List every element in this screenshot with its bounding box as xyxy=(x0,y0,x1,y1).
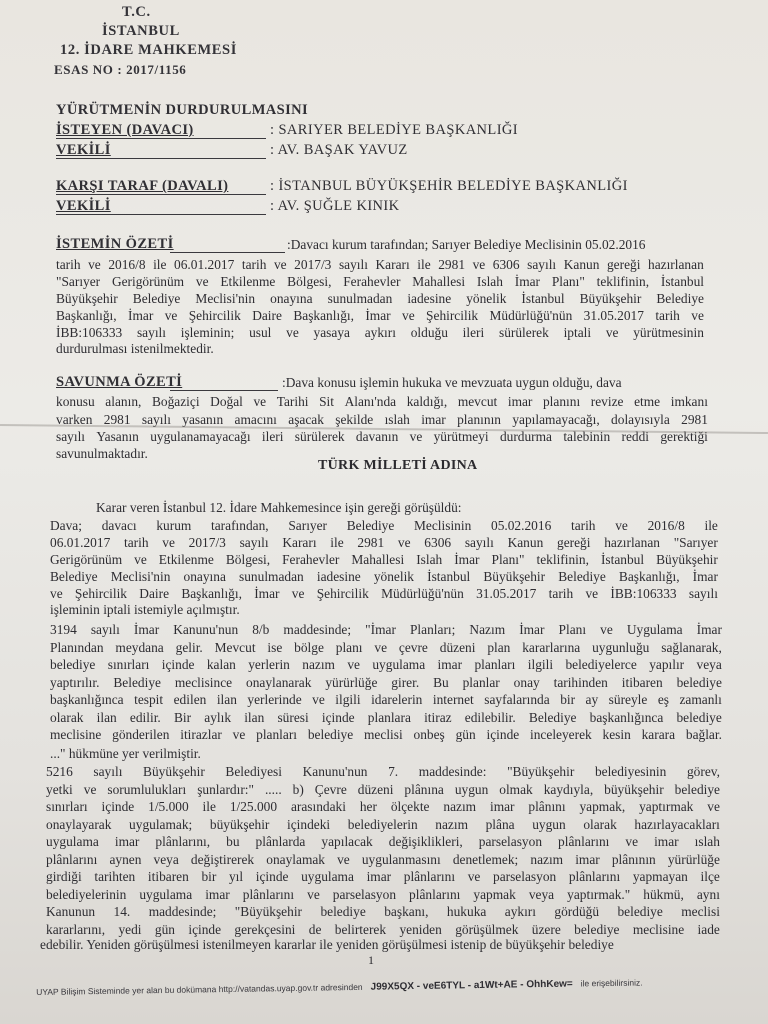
plaintiff-label: İSTEYEN (DAVACI) xyxy=(56,122,194,138)
text-line: Büyükşehir Belediye Meclisi'nin onayına sunulmadan iadesine yönelik İstanbul Büyükşehir Belediye xyxy=(56,291,704,306)
footer xyxy=(36,972,643,1000)
defendant-value: : İSTANBUL BÜYÜKŞEHİR BELEDİYE BAŞKANLIĞI xyxy=(270,178,628,194)
text-line: "Sarıyer Gerigörünüm ve Etkilenme Bölgesi, Ferahevler Mahallesi Islah İmar Planı" teklifinin, İstanbul xyxy=(56,274,704,289)
text-line: meclisine gönderilen itirazlar ve planları belediye meclisi onbeş gün içinde inceleyerek kesin karara bağlar. xyxy=(50,727,722,742)
summary-label: İSTEMİN ÖZETİ xyxy=(56,236,174,252)
text-line: olarak ilan edilir. Bir aylık ilan süresi içinde planlara itiraz edilebilir. Belediye başkanlığınca belediye xyxy=(50,709,722,725)
request-title: YÜRÜTMENİN DURDURULMASINI xyxy=(56,102,309,118)
text-line: yetki ve sorumlulukları şunlardır:" ..... b) Çevre düzeni plânına uygun olmak kaydıyla, büyükşehir belediye xyxy=(46,781,720,797)
summary-last-line: durdurulması istenilmektedir. xyxy=(56,341,214,356)
defense-last-line: savunulmaktadır. xyxy=(56,446,148,461)
footer-suffix: ile erişebilirsiniz. xyxy=(580,977,643,989)
header-court: 12. İDARE MAHKEMESİ xyxy=(60,42,237,58)
text-line: plânlarını aynen veya değiştirerek onaylamak ve uygulanmasını denetlemek; nazım imar plânının yürürlüğe xyxy=(46,851,720,867)
text-line: onaylayarak uygulamak; büyükşehir içindeki belediyelerin nazım plâna uygun olarak hazırlayacakları xyxy=(46,816,720,832)
defendant-attorney-label: VEKİLİ xyxy=(56,198,111,214)
defendant-attorney-value: : AV. ŞUĞLE KINIK xyxy=(270,198,400,214)
text-line: belediyelerinin uygulama imar plânlarını ve parselasyon plânlarını yapmak veya yaptırmak." hükmü, aynı xyxy=(46,886,720,902)
text-line: 5216 sayılı Büyükşehir Belediyesi Kanunu'nun 7. maddesinde: "Büyükşehir belediyesinin görev, xyxy=(46,764,720,779)
defense-label: SAVUNMA ÖZETİ xyxy=(56,374,183,390)
text-line: yaptırılır. Belediye meclisince onaylanarak yürürlüğe girer. Bu planlar onay tarihinden itibaren belediye xyxy=(50,674,722,690)
text-line: 3194 sayılı İmar Kanunu'nun 8/b maddesinde; "İmar Planları; Nazım İmar Planı ve Uygulama İmar xyxy=(50,622,722,637)
text-line: Planından meydana gelir. Mevcut ise bölge planı ve çevre düzeni plan kararlarına uygunluğu sağlanarak, xyxy=(50,639,722,655)
decision-last-line: işleminin iptali istemiyle açılmıştır. xyxy=(50,602,240,617)
summary-line-first: :Davacı kurum tarafından; Sarıyer Belediye Meclisinin 05.02.2016 xyxy=(287,237,646,252)
text-line: uygulama imar plânlarını, bu plânlarda yapılacak değişiklikleri, parselasyon plânlarını ve imar ıslah xyxy=(46,834,720,849)
footer-verification-code: J99X5QX - veE6TYL - a1Wt+AE - OhhKew= xyxy=(370,978,573,993)
law-3194-last-line: ..." hükmüne yer verilmiştir. xyxy=(50,746,201,761)
text-line: İBB:106333 sayılı işleminin; usul ve yasaya aykırı olduğu ileri sürülerek iptali ve yürütmesinin xyxy=(56,325,704,340)
decision-intro: Karar veren İstanbul 12. İdare Mahkemesince işin gereği görüşüldü: xyxy=(96,500,462,515)
text-line: ve Şehircilik Daire Başkanlığı, İmar ve Şehircilik Müdürlüğü'nün 31.05.2017 tarih ve İBB:106333 sayılı xyxy=(50,586,718,601)
text-line: Kanunun 14. maddesinde; "Büyükşehir belediye başkanı, hukuka aykırı gördüğü belediye meclisi xyxy=(46,904,720,919)
page-number: 1 xyxy=(368,953,374,967)
defendant-label: KARŞI TARAF (DAVALI) xyxy=(56,178,229,194)
plaintiff-attorney-value: : AV. BAŞAK YAVUZ xyxy=(270,142,408,158)
text-line: Dava; davacı kurum tarafından, Sarıyer Belediye Meclisinin 05.02.2016 tarih ve 2016/8 ile xyxy=(50,518,718,533)
text-line: belediye sınırları içinde kalan yerlerin nazım ve uygulama imar planları ilgili belediyelerce yapılır veya xyxy=(50,657,722,672)
header-esas: ESAS NO : 2017/1156 xyxy=(54,62,187,77)
text-line: kararlarını, yedi gün içinde gerekçesini de belirterek yeniden görüşülmek üzere belediye meclisine iade xyxy=(46,921,720,937)
text-line: tarih ve 2016/8 ile 06.01.2017 tarih ve 2017/3 sayılı Kararı ile 2981 ve 6306 sayılı Kanun gereği hazırlanan xyxy=(56,257,704,272)
text-line: varken 2981 sayılı yasanın amacını aşacak şekilde ıslah imar planının yapılamayacağı, dolayısıyla 2981 xyxy=(56,411,708,427)
text-line: girdiği tarihten itibaren bir yıl içinde uygulama imar plânlarını ve parselasyon plânlarını yapmayan ilçe xyxy=(46,869,720,884)
footer-text: UYAP Bilişim Sisteminde yer alan bu dokümana http://vatandas.uyap.gov.tr adresinden xyxy=(36,981,363,997)
text-line: Belediye Meclisi'nin onayına sunulmadan iadesine yönelik İstanbul Büyükşehir Belediye Başkanlığı, İmar xyxy=(50,569,718,584)
law-5216-last-line: edebilir. Yeniden görüşülmesi istenilmeyen kararlar ile yeniden görüşülmesi istenip de büyükşehir belediye xyxy=(40,937,614,952)
decision-title: TÜRK MİLLETİ ADINA xyxy=(318,458,478,473)
text-line: Başkanlığı, İmar ve Şehircilik Daire Başkanlığı, İmar ve Şehircilik Müdürlüğü'nün 31.05.2017 tarih ve xyxy=(56,308,704,323)
text-line: sayılı Yasanın uygulanamayacağı ileri sürülerek davanın ve yürütmeyi durdurma talebinin reddi gerektiği xyxy=(56,429,708,444)
header-city: İSTANBUL xyxy=(102,23,180,39)
defense-line-first: :Dava konusu işlemin hukuka ve mevzuata uygun olduğu, dava xyxy=(282,375,622,390)
text-line: Gerigörünüm ve Etkilenme Bölgesi, Ferahevler Mahallesi Islah İmar Planı" teklifinin, İstanbul Büyükşehir xyxy=(50,552,718,567)
text-line: 06.01.2017 tarih ve 2017/3 sayılı Kararı ile 2981 ve 6306 sayılı Kanun gereği hazırlanan "Sarıyer xyxy=(50,535,718,550)
plaintiff-attorney-label: VEKİLİ xyxy=(56,142,111,158)
plaintiff-value: : SARIYER BELEDİYE BAŞKANLIĞI xyxy=(270,122,519,138)
text-line: konusu alanın, Boğaziçi Doğal ve Tarihi Sit Alanı'nda kaldığı, mevcut imar planını revize etme imkanı xyxy=(56,394,708,409)
header-tc: T.C. xyxy=(122,4,151,20)
text-line: sınırları içinde 1/5.000 ile 1/25.000 arasındaki her ölçekte nazım imar plânını yapmak, yaptırmak ve xyxy=(46,799,720,814)
text-line: başkanlığınca tespit edilen ilan yerlerinde ve ilgili idarelerin internet sayfalarında bir ay süreyle eş zamanlı xyxy=(50,692,722,707)
